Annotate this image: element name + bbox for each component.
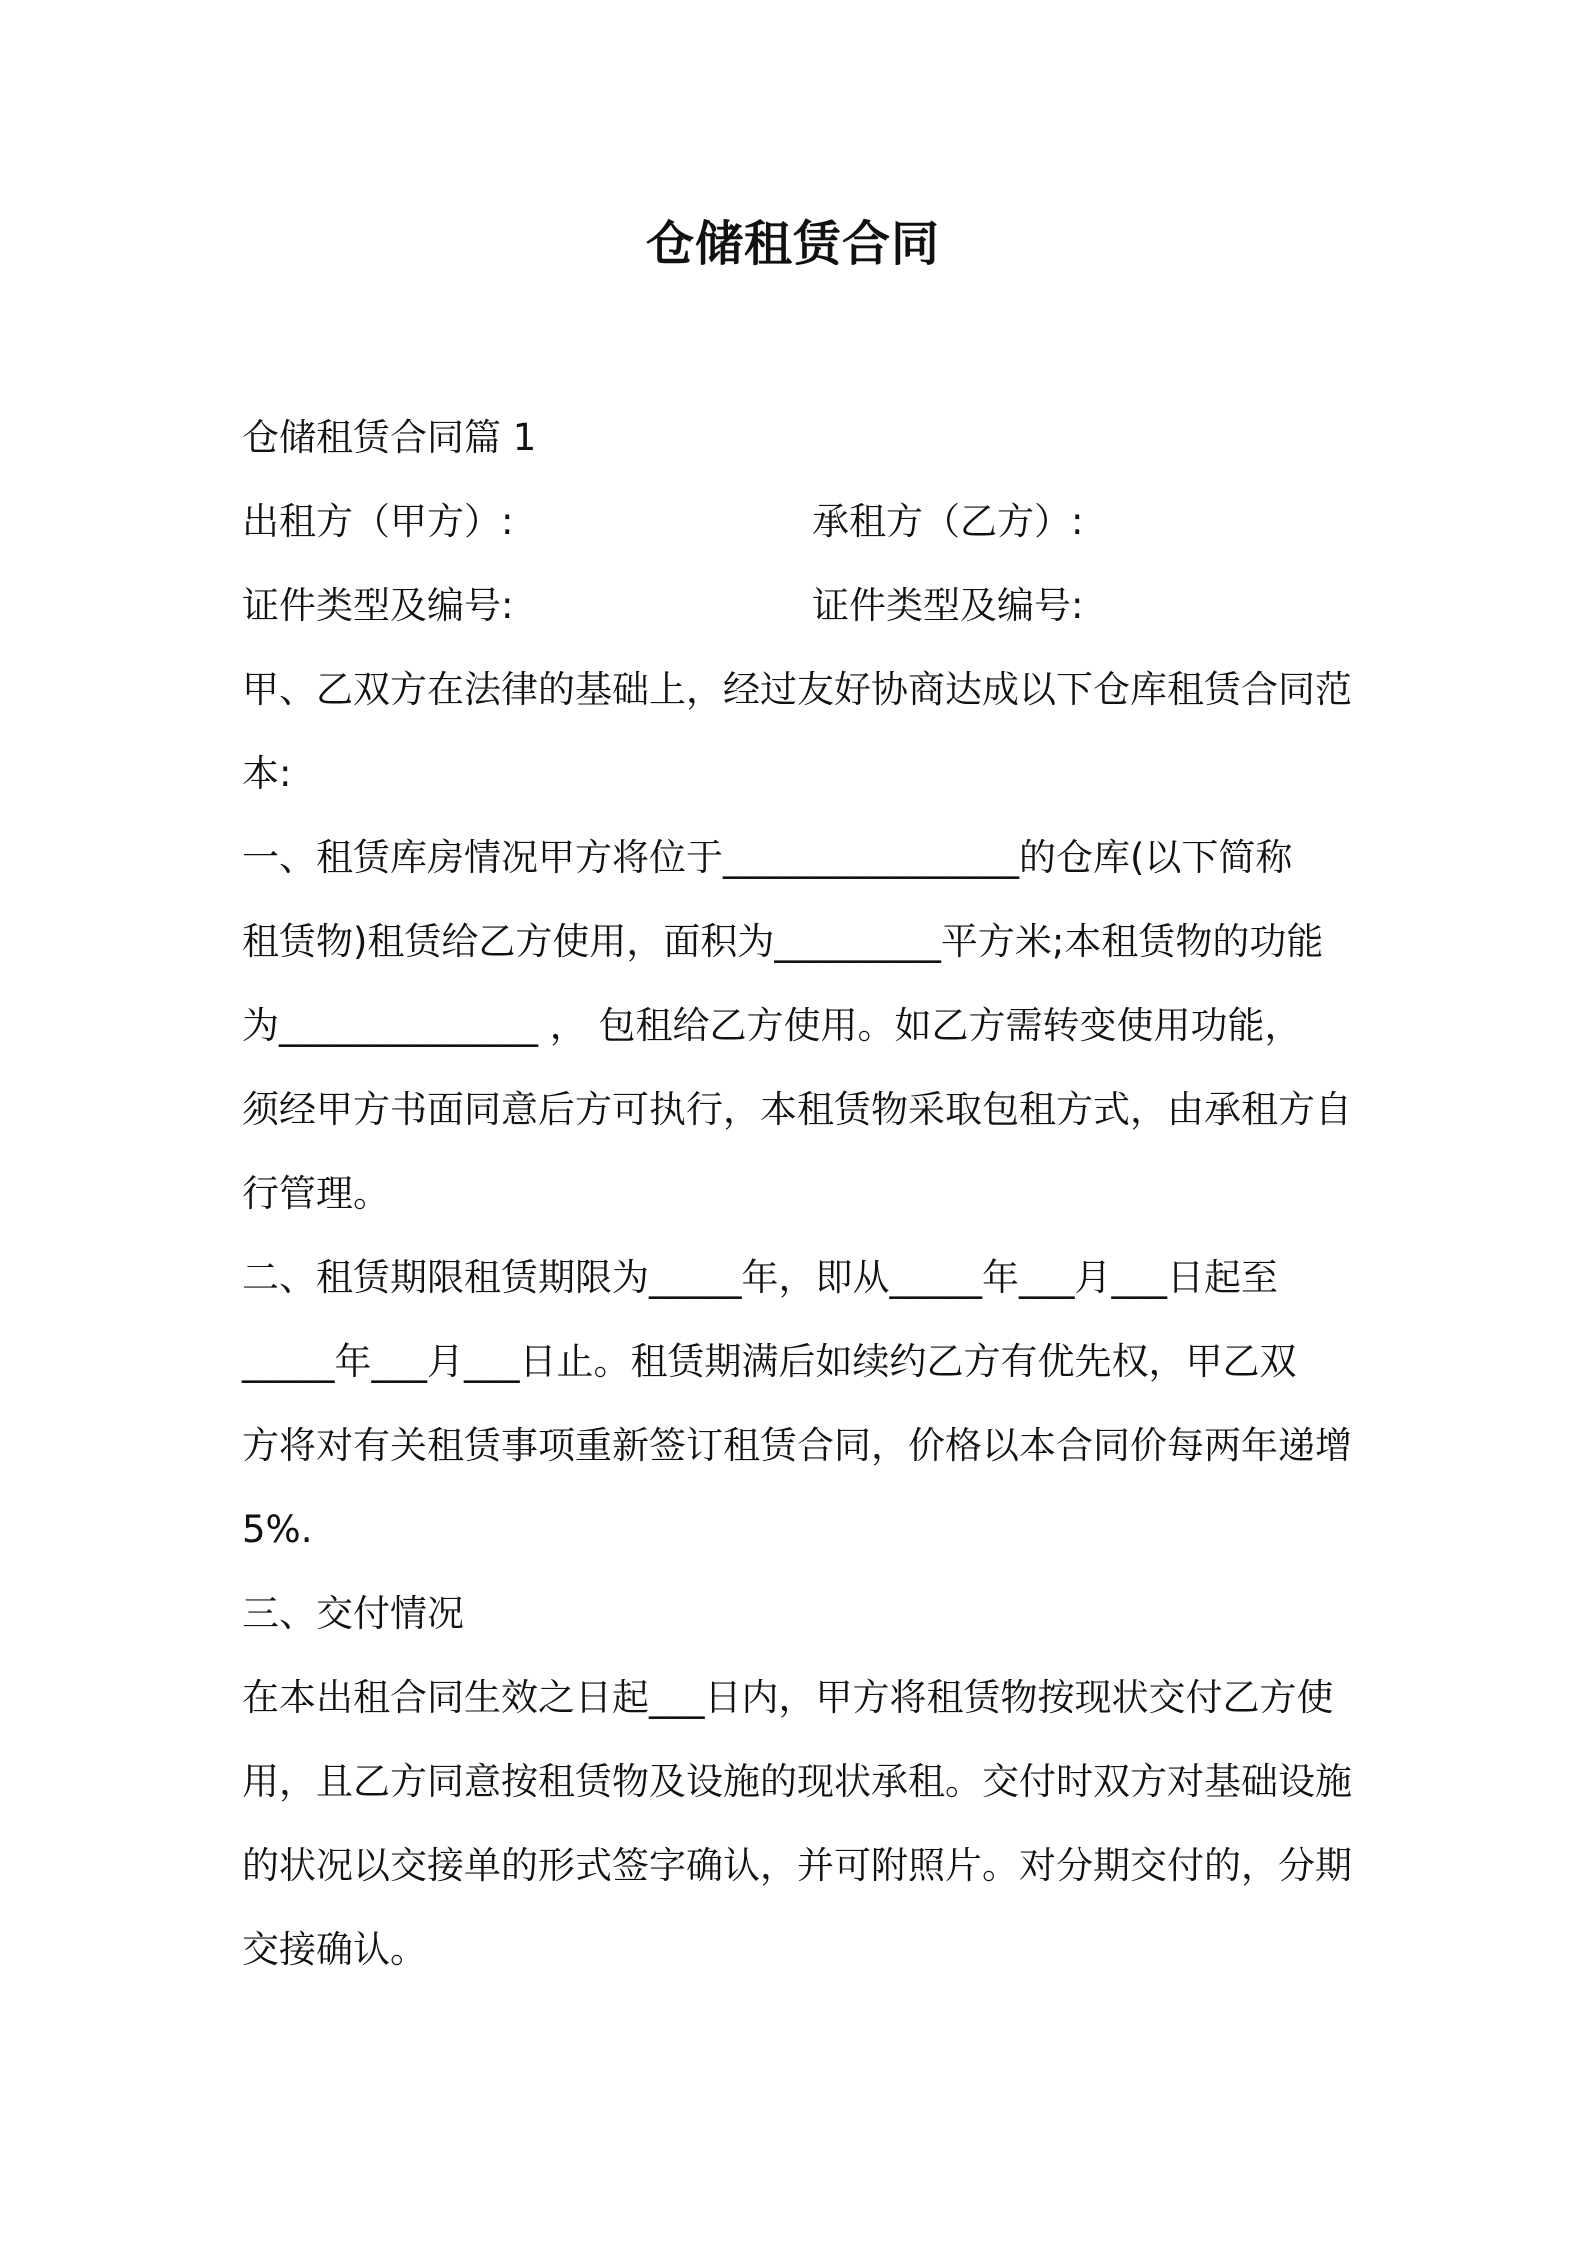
- clause3-line: 的状况以交接单的形式签字确认，并可附照片。对分期交付的，分期: [242, 1844, 1352, 1887]
- lessor-label: 出租方（甲方）:: [242, 500, 514, 543]
- clause3-heading: 三、交付情况: [242, 1592, 464, 1635]
- document-title: 仓储租赁合同: [645, 216, 940, 272]
- lessor-id-label: 证件类型及编号:: [242, 584, 514, 627]
- clause3-line: 交接确认。: [242, 1928, 427, 1971]
- clause1-line: 行管理。: [242, 1172, 390, 1215]
- clause3-line: 用，且乙方同意按租赁物及设施的现状承租。交付时双方对基础设施: [242, 1760, 1352, 1803]
- clause2-line: 二、租赁期限租赁期限为_____年，即从_____年___月___日起至: [242, 1256, 1278, 1299]
- clause3-line: 在本出租合同生效之日起___日内，甲方将租赁物按现状交付乙方使: [242, 1676, 1334, 1719]
- intro-line: 本:: [242, 752, 292, 795]
- clause2-line: _____年___月___日止。租赁期满后如续约乙方有优先权，甲乙双: [242, 1340, 1297, 1383]
- clause2-line: 方将对有关租赁事项重新签订租赁合同，价格以本合同价每两年递增: [242, 1424, 1352, 1467]
- clause2-line: 5%.: [242, 1508, 313, 1551]
- section-heading: 仓储租赁合同篇 1: [242, 416, 537, 459]
- intro-line: 甲、乙双方在法律的基础上，经过友好协商达成以下仓库租赁合同范: [242, 668, 1352, 711]
- lessee-label: 承租方（乙方）:: [812, 500, 1084, 543]
- clause1-line: 须经甲方书面同意后方可执行，本租赁物采取包租方式，由承租方自: [242, 1088, 1352, 1131]
- clause1-line: 为______________ ， 包租给乙方使用。如乙方需转变使用功能，: [242, 1004, 1302, 1047]
- lessee-id-label: 证件类型及编号:: [812, 584, 1084, 627]
- clause1-line: 租赁物)租赁给乙方使用，面积为_________平方米;本租赁物的功能: [242, 920, 1324, 963]
- clause1-line: 一、租赁库房情况甲方将位于________________的仓库(以下简称: [242, 836, 1293, 879]
